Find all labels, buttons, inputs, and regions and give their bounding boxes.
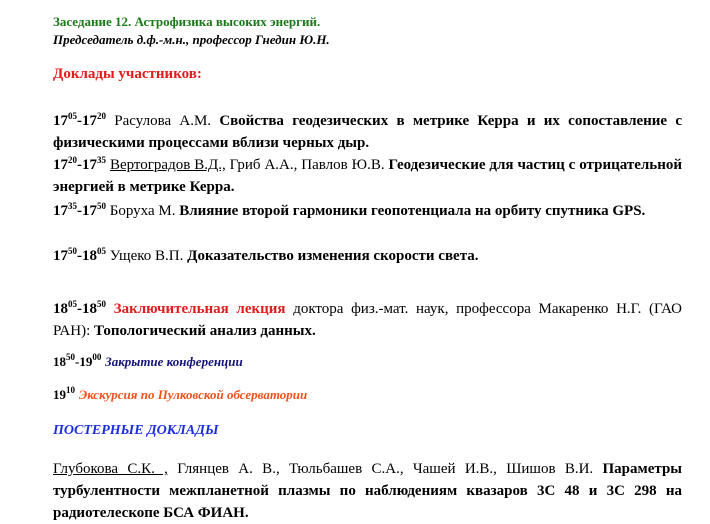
poster-coauthors: Глянцев А. В., Тюльбашев С.А., Чашей И.В., Шишов В.И. [177,461,594,477]
talk-title: Влияние второй гармоники геопотенциала на орбиту спутника GPS. [179,203,646,219]
poster-item [53,458,682,524]
talk-title: Доказательство изменения скорости света. [187,248,479,264]
talk-time: $17^{20}-17^{35}$ [53,155,106,173]
talk-authors: Ущеко В.П. [109,248,184,264]
excursion-time: $19^{10}$ [53,385,75,402]
talk-time: $17^{50}-18^{05}$ [53,246,106,264]
session-chair: Председатель д.ф.-м.н., профессор Гнедин Ю.Н. [53,32,330,47]
lecture-label: Заключительная лекция [113,301,286,317]
lecture-title: Топологический анализ данных. [94,323,316,339]
talk-item [53,154,682,198]
poster-title: Параметры турбулентности межпланетной плазмы по наблюдениям квазаров 3C 48 и 3C 298 на радиотелескопе БСА ФИАН. [53,461,683,521]
talk-coauthors: Гриб А.А., Павлов Ю.В. [229,157,385,173]
talk-authors: Расулова А.М. [114,113,212,129]
talk-item [53,200,682,222]
talk-item [53,110,682,154]
closing-lecture [53,298,682,342]
talk-title: Геодезические для частиц с отрицательной энергией в метрике Керра. [53,157,683,195]
session-title: Заседание 12. Астрофизика высоких энергий. [53,14,321,29]
talk-title: Свойства геодезических в метрике Керра и их сопоставление с физическими процессами вблизи черных дыр. [53,113,683,151]
section-heading: Доклады участников: [53,66,202,82]
poster-heading: ПОСТЕРНЫЕ ДОКЛАДЫ [53,423,219,438]
talk-time: $17^{35}-17^{50}$ [53,201,106,219]
closing-time: $18^{50}-19^{00}$ [53,352,102,369]
excursion [53,384,682,406]
talk-authors: Боруха М. [109,203,176,219]
lecture-speaker: доктора физ.-мат. наук, профессора Макаренко Н.Г. (ГАО РАН): [53,301,683,339]
talk-item [53,245,682,267]
excursion-label: Экскурсия по Пулковской обсерватории [78,387,308,402]
talk-speaker: Вертоградов В.Д., [109,157,226,173]
poster-speaker: Глубокова С.К. , [53,461,168,477]
lecture-time: $18^{05}-18^{50}$ [53,299,106,317]
talk-time: $17^{05}-17^{20}$ [53,111,106,129]
closing-label: Закрытие конференции [105,354,243,369]
conference-closing [53,351,682,373]
